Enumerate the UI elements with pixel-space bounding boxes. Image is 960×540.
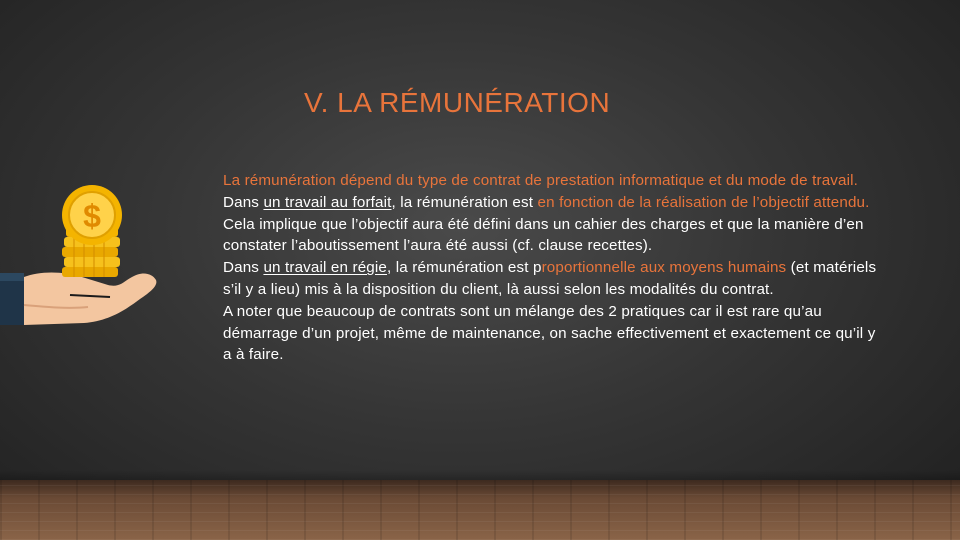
wooden-floor: [0, 480, 960, 540]
forfait-highlight: en fonction de la réalisation de l’objectif attendu.: [537, 193, 870, 211]
regie-text-e: (et matériels s’il y a lieu) mis à la disposition du client, là aussi selon les modalités du contrat.: [223, 259, 877, 298]
paragraph-note: [223, 301, 883, 366]
regie-text-c: , la rémunération est p: [387, 259, 542, 277]
slide-title: V. LA RÉMUNÉRATION: [304, 87, 611, 118]
forfait-text-a: Dans: [223, 193, 264, 211]
paragraph-intro: [223, 170, 883, 192]
regie-term: un travail en régie: [263, 259, 388, 277]
hand-holding-coins-icon: [0, 185, 165, 335]
regie-highlight: roportionnelle aux moyens humains: [541, 259, 787, 277]
paragraph-regie: [223, 257, 883, 301]
forfait-text-c: , la rémunération est: [391, 193, 538, 211]
regie-text-a: Dans: [223, 259, 264, 277]
paragraph-forfait: [223, 192, 883, 257]
dollar-sign-icon: $: [83, 198, 101, 234]
note-text: A noter que beaucoup de contrats sont un mélange des 2 pratiques car il est rare qu’au démarrage d’un projet, même de maintenance, on sache effectivement et exactement ce qu’il y a à faire.: [223, 302, 876, 364]
forfait-term: un travail au forfait: [263, 193, 392, 211]
body-text: [223, 170, 883, 366]
forfait-text-e: Cela implique que l’objectif aura été défini dans un cahier des charges et que la manière d’en constater l’aboutissement l’aura été aussi (cf. clause recettes).: [223, 215, 864, 255]
intro-text: La rémunération dépend du type de contrat de prestation informatique et du mode de travail.: [223, 172, 859, 189]
